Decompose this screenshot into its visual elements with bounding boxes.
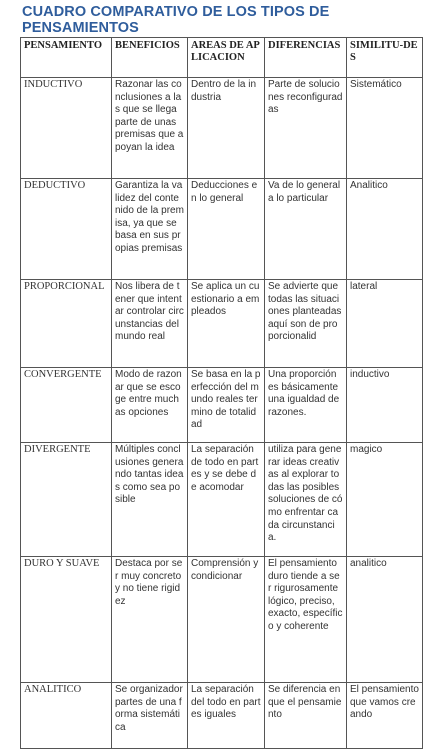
table-row bbox=[21, 683, 423, 749]
table-row bbox=[21, 443, 423, 557]
cell-similitudes: Sistemático bbox=[347, 78, 423, 179]
cell-similitudes: inductivo bbox=[347, 368, 423, 443]
cell-similitudes: analitico bbox=[347, 557, 423, 683]
row-name: ANALITICO bbox=[21, 683, 112, 749]
cell-beneficios: Nos libera de tener que intentar controlar circunstancias del mundo real bbox=[112, 280, 188, 368]
row-name: DURO Y SUAVE bbox=[21, 557, 112, 683]
cell-diferencias: Se diferencia en que el pensamiento bbox=[265, 683, 347, 749]
header-areas: AREAS DE APLICACION bbox=[188, 38, 265, 78]
cell-diferencias: utiliza para generar ideas creativas al explorar todas las posibles soluciones de cómo enfrentar cada circunstancia. bbox=[265, 443, 347, 557]
table-row bbox=[21, 78, 423, 179]
cell-diferencias: Se advierte que todas las situaciones planteadas aquí son de proporcionalid bbox=[265, 280, 347, 368]
cell-diferencias: El pensamiento duro tiende a ser rigurosamente lógico, preciso, exacto, específico y coherente bbox=[265, 557, 347, 683]
row-name: CONVERGENTE bbox=[21, 368, 112, 443]
header-diferencias: DIFERENCIAS bbox=[265, 38, 347, 78]
row-name: DIVERGENTE bbox=[21, 443, 112, 557]
row-name: PROPORCIONAL bbox=[21, 280, 112, 368]
table-row bbox=[21, 280, 423, 368]
cell-beneficios: Modo de razonar que se escoge entre muchas opciones bbox=[112, 368, 188, 443]
header-pensamiento: PENSAMIENTO bbox=[21, 38, 112, 78]
row-name: DEDUCTIVO bbox=[21, 179, 112, 280]
cell-beneficios: Múltiples conclusiones generando tantas ideas como sea posible bbox=[112, 443, 188, 557]
cell-areas: Se aplica un cuestionario a empleados bbox=[188, 280, 265, 368]
cell-similitudes: El pensamiento que vamos creando bbox=[347, 683, 423, 749]
cell-areas: Se basa en la perfección del mundo reales termino de totalidad bbox=[188, 368, 265, 443]
row-name: INDUCTIVO bbox=[21, 78, 112, 179]
table-row bbox=[21, 557, 423, 683]
cell-similitudes: magico bbox=[347, 443, 423, 557]
comparison-table bbox=[20, 37, 423, 749]
cell-similitudes: Analitico bbox=[347, 179, 423, 280]
cell-areas: La separación de todo en partes y se debe de acomodar bbox=[188, 443, 265, 557]
cell-areas: Deducciones en lo general bbox=[188, 179, 265, 280]
cell-beneficios: Se organizador partes de una forma sistemática bbox=[112, 683, 188, 749]
page-title: CUADRO COMPARATIVO DE LOS TIPOS DE PENSAMIENTOS bbox=[22, 4, 330, 36]
cell-areas: Dentro de la industria bbox=[188, 78, 265, 179]
table-row bbox=[21, 368, 423, 443]
cell-diferencias: Va de lo general a lo particular bbox=[265, 179, 347, 280]
header-row bbox=[21, 38, 423, 78]
cell-areas: La separación del todo en partes iguales bbox=[188, 683, 265, 749]
cell-beneficios: Garantiza la validez del contenido de la premisa, ya que se basa en sus propias premisas bbox=[112, 179, 188, 280]
cell-diferencias: Una proporción es básicamente una igualdad de razones. bbox=[265, 368, 347, 443]
cell-beneficios: Razonar las conclusiones a las que se llega parte de unas premisas que apoyan la idea bbox=[112, 78, 188, 179]
cell-beneficios: Destaca por ser muy concreto y no tiene rigidez bbox=[112, 557, 188, 683]
cell-diferencias: Parte de soluciones reconfiguradas bbox=[265, 78, 347, 179]
cell-areas: Comprensión y condicionar bbox=[188, 557, 265, 683]
header-similitudes: SIMILITU-DES bbox=[347, 38, 423, 78]
header-beneficios: BENEFICIOS bbox=[112, 38, 188, 78]
table-row bbox=[21, 179, 423, 280]
cell-similitudes: lateral bbox=[347, 280, 423, 368]
